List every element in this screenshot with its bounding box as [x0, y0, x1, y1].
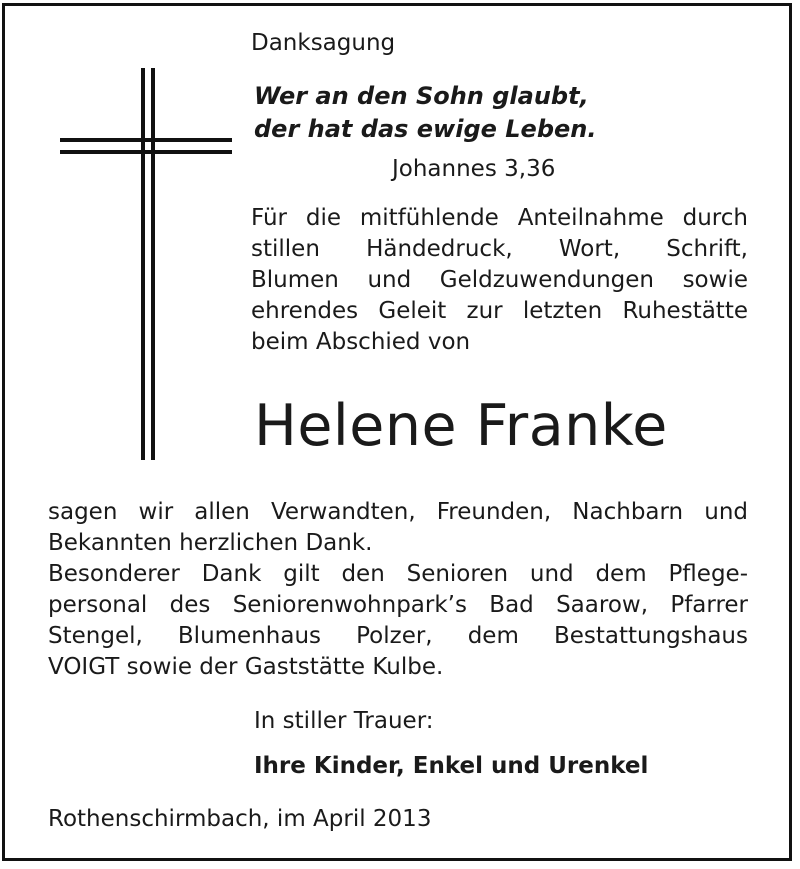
thanks-line: personal des Seniorenwohnpark’s Bad Saarow, Pfarrer: [48, 592, 748, 618]
bible-quote-line-1: Wer an den Sohn glaubt,: [254, 82, 589, 110]
signers: Ihre Kinder, Enkel und Urenkel: [254, 753, 649, 779]
cross-icon: [57, 68, 237, 468]
bible-reference: Johannes 3,36: [392, 156, 556, 182]
intro-line: Blumen und Geldzuwendungen sowie: [251, 267, 748, 293]
intro-line: stillen Händedruck, Wort, Schrift,: [251, 236, 748, 262]
thanks-line: Besonderer Dank gilt den Senioren und dem Pflege-: [48, 561, 748, 587]
intro-line: Für die mitfühlende Anteilnahme durch: [251, 205, 748, 231]
intro-paragraph: [251, 203, 748, 358]
place-date: Rothenschirmbach, im April 2013: [48, 806, 432, 832]
bible-quote-line-2: der hat das ewige Leben.: [254, 115, 597, 143]
thanks-line: Bekannten herzlichen Dank.: [48, 530, 373, 556]
deceased-name: Helene Franke: [254, 393, 668, 459]
thanks-line: Stengel, Blumenhaus Polzer, dem Bestattungshaus: [48, 623, 748, 649]
mourning-label: In stiller Trauer:: [254, 708, 434, 734]
intro-line: beim Abschied von: [251, 329, 471, 355]
intro-line: ehrendes Geleit zur letzten Ruhestätte: [251, 298, 748, 324]
header-title: Danksagung: [251, 30, 396, 56]
thanks-line: VOIGT sowie der Gaststätte Kulbe.: [48, 654, 444, 680]
thanks-line: sagen wir allen Verwandten, Freunden, Nachbarn und: [48, 499, 748, 525]
thanks-paragraph: [48, 497, 748, 683]
